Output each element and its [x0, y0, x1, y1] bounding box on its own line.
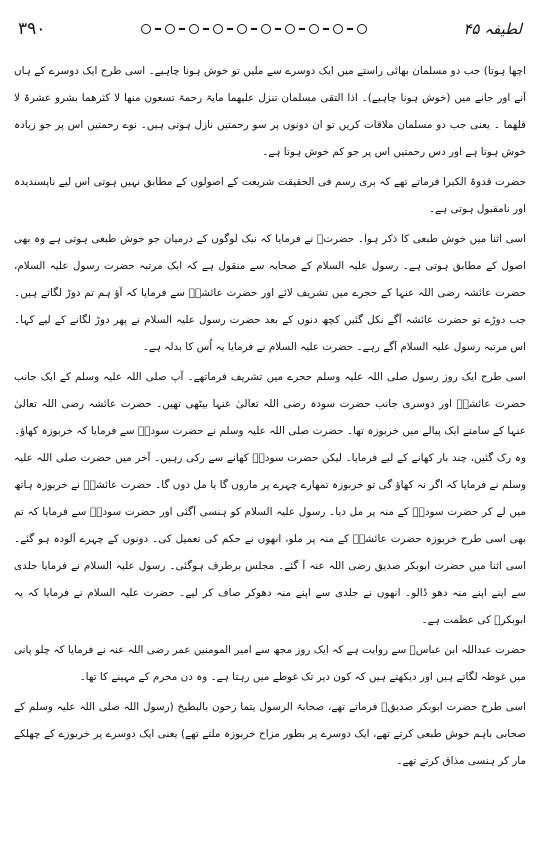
paragraph: حضرت عبداللہ ابن عباسؓ سے روایت ہے کہ ایک روز مجھ سے امیر المومنین عمر رضی اللہ عنہ نے فرمایا کہ چلو پانی میں غوطہ لگاتے ہیں اور دیکھتے ہیں کہ کون دیر تک غوطے میں رہتا ہے۔ وہ دن محرم کے مہینے کا تھا۔	[14, 644, 526, 683]
body-text	[14, 58, 526, 778]
ornament-divider	[141, 24, 367, 34]
paragraph: اچھا ہوتا) جب دو مسلمان بھائی راستے میں ایک دوسرے سے ملیں تو خوش ہونا چاہیے۔ اسی طرح ایک دوسرے کے ہاں آنے اور جانے میں (خوش ہونا چاہیے)۔ اذا التقی مسلمان تنزل علیھما مایۃ رحمۃ تسعون منھا لا کثرھما بشرو عشرۃ لا قلھما ۔ یعنی جب دو مسلمان ملاقات کریں تو ان دونوں پر سو رحمتیں نازل ہوتی ہیں۔ نوے رحمتیں اس پر جو زیادہ خوش ہوتا ہے اور دس رحمتیں اس پر جو کم خوش ہوتا ہے۔	[14, 65, 526, 158]
page-header	[18, 12, 522, 46]
paragraph: حضرت قدوۃ الکبرا فرماتے تھے کہ بری رسم فی الحقیقت شریعت کے اصولوں کے مطابق نہیں ہوتی اس لیے ناپسندیدہ اور نامقبول ہوتی ہے۔	[14, 176, 526, 215]
paragraph: اسی طرح ایک روز رسول صلی اللہ علیہ وسلم حجرے میں تشریف فرماتھے۔ آپ صلی اللہ علیہ وسلم کے ایک جانب حضرت عائشہؓ اور دوسری جانب حضرت سودہ رضی اللہ تعالیٰ عنہا بیٹھی تھیں۔ حضرت عائشہ رضی اللہ تعالیٰ عنہا کے سامنے ایک پیالے میں خربوزہ تھا۔ حضرت صلی اللہ علیہ وسلم نے حضرت سودہؓ سے فرمایا کہ خربوزہ کھاؤ۔ وہ رک گئیں، چند بار کھانے کے لیے فرمایا۔ لیکن حضرت سودہؓ کھانے سے رکی رہیں۔ آخر میں حضرت صلی اللہ علیہ وسلم نے فرمایا کہ اگر نہ کھاؤ گی تو خربوزہ تمھارے چہرے پر ماروں گا یا مل دوں گا۔ حضرت عائشہؓ نے خربوزہ ہاتھ میں لے کر حضرت سودہؓ کے منہ پر مل دیا۔ رسول علیہ السلام کو ہنسی آگئی اور حضرت سودہؓ سے فرمایا کہ تم بھی اسی طرح خربوزہ حضرت عائشہؓ کے منہ پر ملو، انھوں نے حکم کی تعمیل کی۔ دونوں کے چہرے آلودہ ہو گئے۔ اسی اثنا میں حضرت ابوبکر صدیق رضی اللہ عنہ آ گئے۔ مجلس برطرف ہوگئی۔ رسول علیہ السلام نے فرمایا جلدی سے اپنے اپنے منہ دھو ڈالو۔ انھوں نے جلدی سے اپنے منہ دھوکر صاف کر لیے۔ حضرت علیہ السلام نے فرمایا کہ یہ ابوبکرؓ کی عظمت ہے۔	[14, 371, 526, 626]
paragraph: اسی اثنا میں خوش طبعی کا ذکر ہوا۔ حضرتؒ نے فرمایا کہ نیک لوگوں کے درمیان جو خوش طبعی ہوتی ہے وہ بھی اصول کے مطابق ہوتی ہے۔ رسول علیہ السلام کے صحابہ سے منقول ہے کہ ایک مرتبہ حضرت رسول علیہ السلام، حضرت عائشہ رضی اللہ عنہا کے حجرے میں تشریف لائے اور حضرت عائشہؓ سے فرمایا کہ آؤ ہم تم دوڑ لگاتے ہیں۔ جب دوڑے تو حضرت عائشہ آگے نکل گئیں کچھ دنوں کے بعد حضرت رسول علیہ السلام نے پھر دوڑ لگانے کے لیے کہا۔ اس مرتبہ رسول علیہ السلام آگے رہے۔ حضرت علیہ السلام نے فرمایا یہ اُس کا بدلہ ہے۔	[14, 233, 526, 353]
paragraph: اسی طرح حضرت ابوبکر صدیقؓ فرماتے تھے، صحابۃ الرسول یتما زحون بالبطیخ (رسول اللہ صلی اللہ علیہ وسلم کے صحابی باہم خوش طبعی کرتے تھے، ایک دوسرے پر بطور مزاح خربوزہ ملتے تھے) یعنی ایک دوسرے پر خربوزے کے چھلکے مار کر ہنسی مذاق کرتے تھے۔	[14, 701, 526, 767]
running-title: لطیفہ ۴۵	[463, 20, 522, 38]
page-number: ۳۹۰	[18, 19, 46, 39]
